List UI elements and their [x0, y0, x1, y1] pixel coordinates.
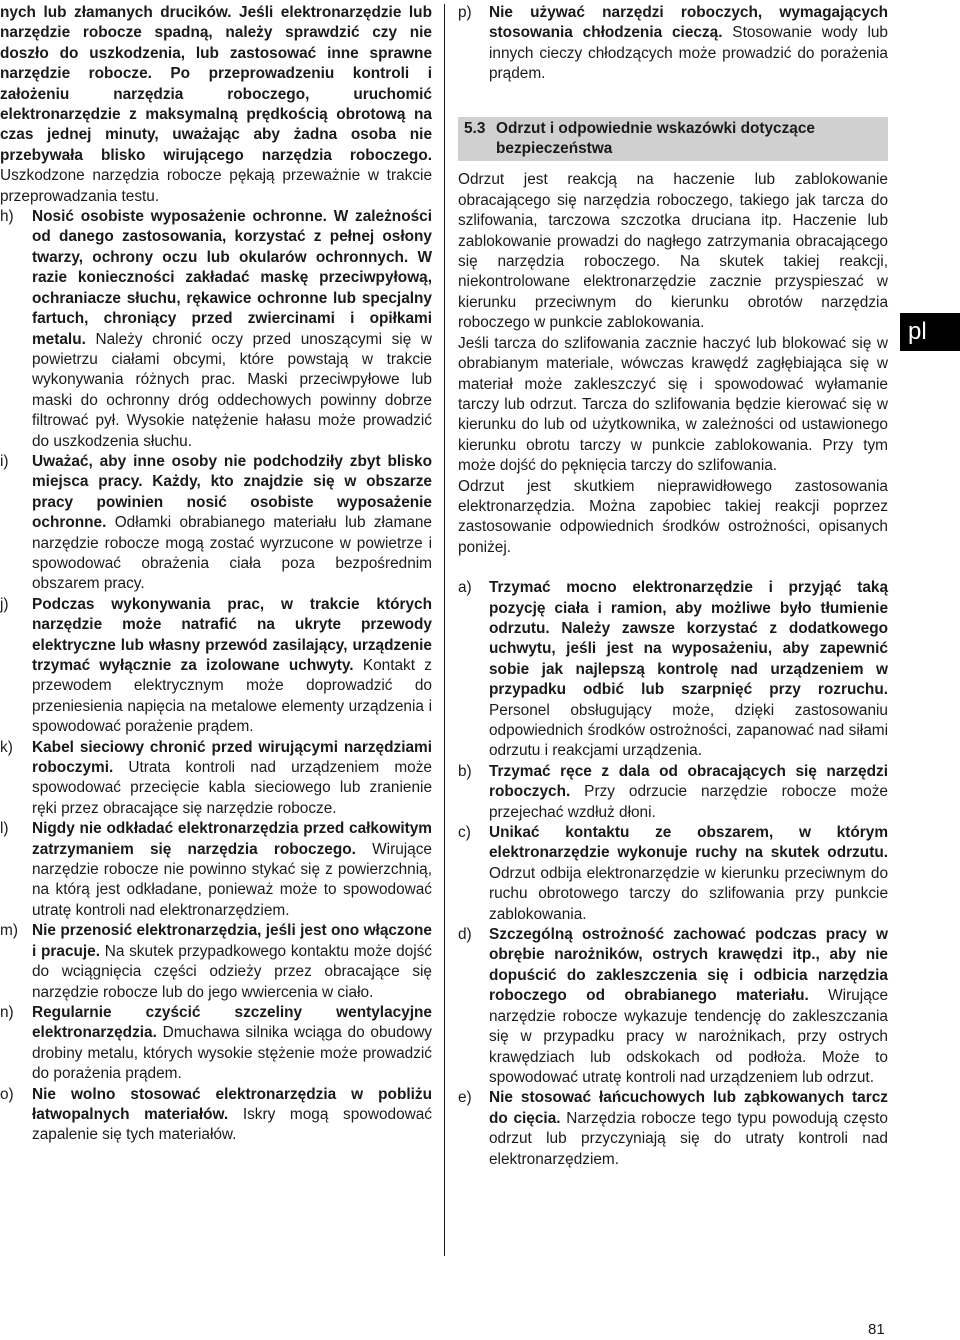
- item-text: Wirujące narzędzie robocze wykazuje tendencję do zakleszczania się w przypadku pracy w narożnikach, przy ostrych krawędziach lub odskokach od podłoża. Może to spowodować utratę kontroli nad urządzeniem lub odrzut.: [489, 987, 889, 1086]
- item-label: h): [0, 208, 14, 226]
- item-text: Odłamki obrabianego materiału lub złamane narzędzie robocze mogą zostać wyrzucone w powietrze i spowodować obrażenia ciała poza bezpośrednim obszarem pracy.: [32, 514, 432, 593]
- item-label: e): [458, 1089, 472, 1107]
- intro-text: Uszkodzone narzędzia robocze pękają przeważnie w trakcie przeprowadzania testu.: [0, 167, 432, 205]
- section-title: Odrzut i odpowiednie wskazówki dotyczące bezpieczeństwa: [496, 119, 815, 158]
- item-text: Na skutek przypadkowego kontaktu może dojść do wciągnięcia części odzieży przez obracające się narzędzie robocze lub do jego wwiercenia w ciało.: [32, 942, 432, 1001]
- item-text: Wirujące narzędzie robocze nie powinno stykać się z powierzchnią, na którą jest odkładane, ponieważ może to spowodować utratę kontroli nad elektronarzędziem.: [32, 840, 432, 919]
- item-label: k): [0, 738, 13, 756]
- list-item: [458, 823, 888, 925]
- intro-paragraph: [0, 3, 432, 207]
- column-divider: [444, 4, 445, 1256]
- list-item: [0, 738, 432, 820]
- item-bold-text: Szczególną ostrożność zachować podczas pracy w obrębie narożników, ostrych krawędzi itp., aby nie dopuścić do zakleszczenia się i odbicia narzędzia roboczego od obrabianego materiału.: [489, 926, 888, 1005]
- item-text: Iskry mogą spowodować zapalenie się tych materiałów.: [32, 1105, 433, 1144]
- language-tab: pl: [900, 313, 960, 351]
- right-paragraph-list: [458, 170, 888, 558]
- item-text: Personel obsługujący może, dzięki zastosowaniu odpowiednich środków ostrożności, zapanować nad siłami odrzutu i reakcjami urządzenia.: [489, 701, 888, 760]
- item-bold-text: Podczas wykonywania prac, w trakcie których narzędzie może natrafić na ukryte przewody elektryczne lub własny przewód zasilający, urządzenie trzymać wyłącznie za izolowane uchwyty.: [32, 595, 432, 674]
- item-label: n): [0, 1003, 14, 1021]
- list-item: [458, 1088, 888, 1170]
- body-paragraph: Odrzut jest skutkiem nieprawidłowego zastosowania elektronarzędzia. Można zapobiec takiej reakcji poprzez zastosowanie odpowiednich środków ostrożności, opisanych poniżej.: [458, 477, 888, 556]
- item-label: o): [0, 1085, 14, 1103]
- item-text: Kontakt z przewodem elektrycznym może doprowadzić do przeniesienia napięcia na metalowe elementy urządzenia i spowodować porażenie prądem.: [32, 657, 432, 736]
- page-number: 81: [868, 1321, 885, 1338]
- item-bold-text: Nie przenosić elektronarzędzia, jeśli jest ono włączone i pracuje.: [32, 922, 432, 960]
- section-heading: [458, 117, 888, 162]
- list-item: [458, 762, 888, 823]
- item-text: Stosowanie wody lub innych cieczy chłodzących może prowadzić do porażenia prądem.: [489, 24, 888, 83]
- body-paragraph: Jeśli tarcza do szlifowania zacznie haczyć lub blokować się w obrabianym materiale, wówczas krawędź zagłębiająca się w materiał może zakleszczyć się i spowodować wyłamanie tarczy lub odrzut. Tarcza do szlifowania będzie kierować się w kierunku do lub od użytkownika, w zależności od ustawionego kierunku obrotu tarczy w punkcie zablokowania. Przy tym może dojść do pęknięcia tarczy do szlifowania.: [458, 334, 888, 475]
- list-item-p: [458, 3, 888, 85]
- item-text: Należy chronić oczy przed unoszącymi się w powietrzu ciałami obcymi, które powstają w trakcie wykonywania różnych prac. Maski przeciwpyłowe lub maski do ochronny dróg oddechowych powinny dobrze filtrować pył. Wysokie natężenie hałasu może prowadzić do uszkodzenia słuchu.: [32, 330, 432, 450]
- list-item: [0, 921, 432, 1003]
- item-text: Utrata kontroli nad urządzeniem może spowodować przecięcie kabla sieciowego lub zranienie ręki przez obracające się narzędzie robocze.: [32, 759, 432, 817]
- item-bold-text: Unikać kontaktu ze obszarem, w którym elektronarzędzie wykonuje ruchy na skutek odrzutu.: [489, 824, 888, 862]
- item-label: l): [0, 820, 9, 838]
- list-item: [0, 1085, 432, 1146]
- right-column: [458, 3, 888, 1170]
- left-column: [0, 3, 432, 1146]
- item-bold-text: Trzymać mocno elektronarzędzie i przyjąć taką pozycję ciała i ramion, aby możliwe było tłumienie odrzutu. Należy zawsze korzystać z dodatkowego uchwytu, jeśli jest na wyposażeniu, aby zapewnić sobie jak najlepszą kontrolę nad urządzeniem w przypadku odbić lub szarpnięć przy rozruchu.: [489, 579, 888, 699]
- body-paragraph: Odrzut jest reakcją na haczenie lub zablokowanie obracającego się narzędzia roboczego, takiego jak tarcza do szlifowania, tarczowa szczotka druciana itp. Haczenie lub zablokowanie prowadzi do nagłego zatrzymania obracającego się narzędzia roboczego. Na skutek takiej reakcji, niekontrolowane elektronarzędzie zacznie przyspieszać w kierunku przeciwnym do kierunku obrotów narzędzia roboczego w punkcie zablokowania.: [458, 171, 888, 332]
- item-bold-text: Trzymać ręce z dala od obracających się narzędzi roboczych.: [489, 762, 888, 801]
- intro-bold: nych lub złamanych drucików. Jeśli elektronarzędzie lub narzędzie robocze spadną, należy sprawdzić czy nie doszło do uszkodzenia, lub zastosować inne sprawne narzędzie robocze. Po przeprowadzeniu kontroli i założeniu narzędzia roboczego, uruchomić elektronarzędzie z maksymalną prędkością obrotową na czas jednej minuty, uważając aby żadna osoba nie przebywała blisko wirującego narzędzia roboczego.: [0, 4, 432, 164]
- item-bold-text: Uważać, aby inne osoby nie podchodziły zbyt blisko miejsca pracy. Każdy, kto znajdzie się w obszarze pracy powinien nosić osobiste wyposażenie ochronne.: [32, 452, 432, 532]
- item-bold-text: Nie stosować łańcuchowych lub ząbkowanych tarcz do cięcia.: [489, 1089, 888, 1127]
- list-item: [0, 595, 432, 738]
- item-label: i): [0, 452, 9, 470]
- item-text: Odrzut odbija elektronarzędzie w kierunku przeciwnym do ruchu obrotowego tarczy do szlifowania przy punkcie zablokowania.: [489, 864, 888, 923]
- item-bold-text: Nie używać narzędzi roboczych, wymagających stosowania chłodzenia cieczą.: [489, 4, 888, 42]
- list-item: [0, 207, 432, 452]
- list-item: [0, 452, 432, 595]
- item-bold-text: Nigdy nie odkładać elektronarzędzia przed całkowitym zatrzymaniem się narzędzia roboczego.: [32, 820, 432, 858]
- item-label: a): [458, 579, 472, 597]
- section-number: 5.3: [464, 119, 486, 137]
- item-text: Przy odrzucie narzędzie robocze może przejechać wzdłuż dłoni.: [489, 783, 888, 821]
- right-item-list: [458, 578, 888, 1170]
- item-label: d): [458, 926, 472, 944]
- item-label: m): [0, 922, 18, 940]
- item-bold-text: Regularnie czyścić szczeliny wentylacyjne elektronarzędzia.: [32, 1003, 432, 1042]
- item-bold-text: Nie wolno stosować elektronarzędzia w pobliżu łatwopalnych materiałów.: [32, 1085, 432, 1123]
- item-label: p): [458, 4, 472, 21]
- item-bold-text: Kabel sieciowy chronić przed wirującymi narzędziami roboczymi.: [32, 738, 432, 777]
- item-bold-text: Nosić osobiste wyposażenie ochronne. W zależności od danego zastosowania, korzystać z pełnej osłony twarzy, ochrony oczu lub okularów ochronnych. W razie konieczności zakładać maskę przeciwpyłową, ochraniacze słuchu, rękawice ochronne lub specjalny fartuch, chroniący przed zwiercinami i opiłkami metalu.: [32, 208, 432, 348]
- item-text: Narzędzia robocze tego typu powodują często odrzut lub przyczyniają się do utraty kontroli nad elektronarzędziem.: [489, 1109, 888, 1168]
- list-item: [458, 925, 888, 1088]
- item-label: c): [458, 824, 471, 842]
- item-label: b): [458, 762, 472, 780]
- list-item: [0, 1003, 432, 1085]
- list-item: [0, 819, 432, 921]
- item-label: j): [0, 595, 9, 613]
- item-text: Dmuchawa silnika wciąga do obudowy drobiny metalu, których wysokie stężenie może prowadzić do porażenia prądem.: [32, 1024, 432, 1083]
- left-item-list: [0, 207, 432, 1146]
- list-item: [458, 578, 888, 762]
